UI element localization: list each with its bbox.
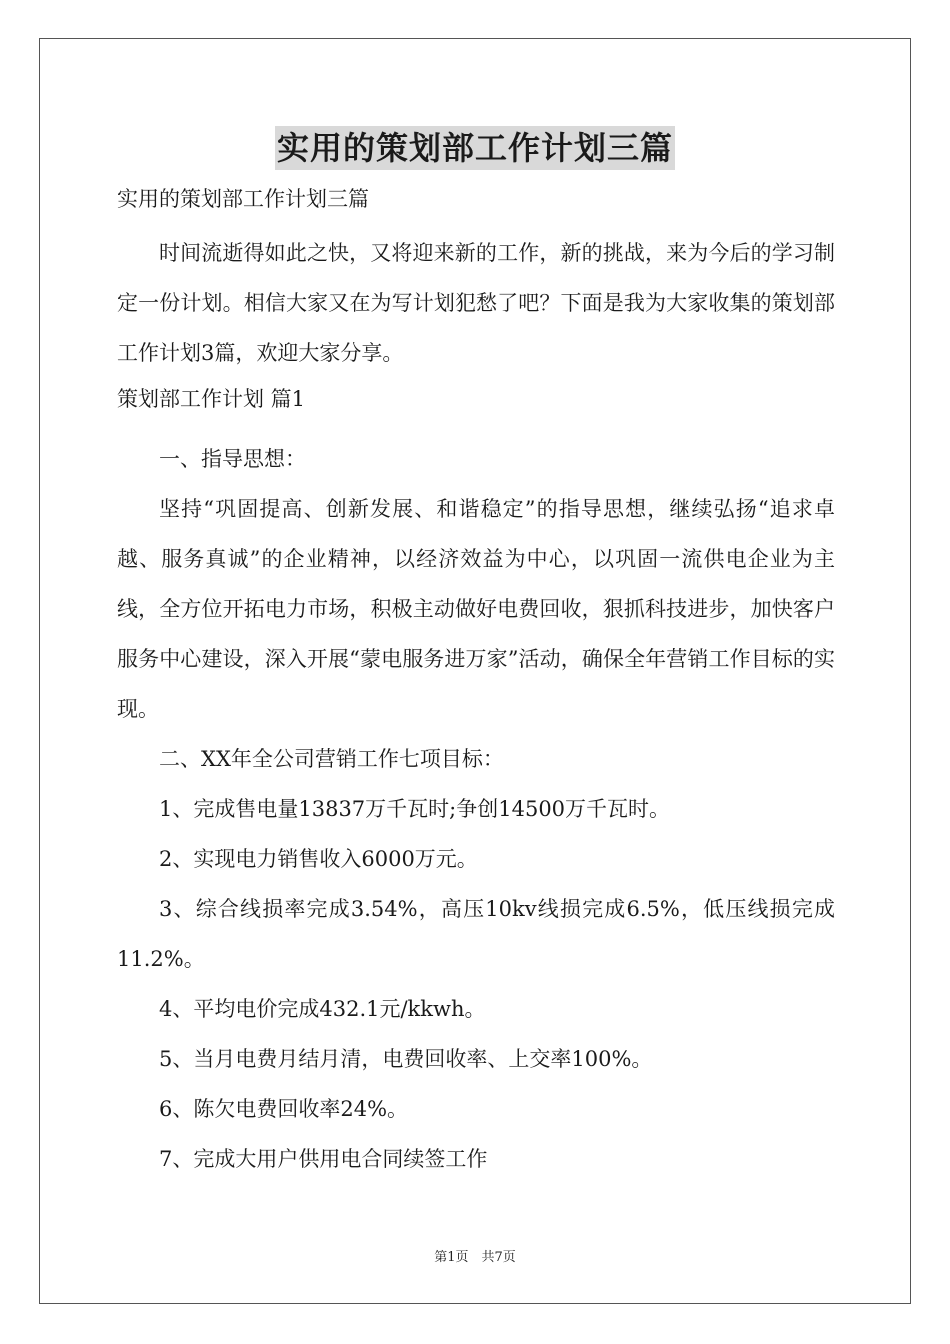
page-number: 第1页 共7页 (434, 1250, 516, 1265)
page-footer (0, 1246, 950, 1265)
paragraph-guiding-body: 坚持“巩固提高、创新发展、和谐稳定”的指导思想，继续弘扬“追求卓越、服务真诚”的企业精神，以经济效益为中心，以巩固一流供电企业为主线，全方位开拓电力市场，积极主动做好电费回收，狠抓科技进步，加快客户服务中心建设，深入开展“蒙电服务进万家”活动，确保全年营销工作目标的实现。 (117, 497, 835, 721)
goal-item-6: 6、陈欠电费回收率24%。 (159, 1097, 409, 1121)
title-container (0, 126, 950, 170)
document-title: 实用的策划部工作计划三篇 (275, 126, 675, 170)
document-subtitle: 实用的策划部工作计划三篇 (117, 187, 369, 211)
section-heading: 策划部工作计划 篇1 (117, 387, 306, 411)
paragraph-guiding-heading: 一、指导思想： (159, 447, 306, 471)
goal-item-4: 4、平均电价完成432.1元/kkwh。 (159, 997, 486, 1021)
goal-item-5: 5、当月电费月结月清，电费回收率、上交率100%。 (159, 1047, 653, 1071)
goal-item-1: 1、完成售电量13837万千瓦时;争创14500万千瓦时。 (159, 797, 671, 821)
goal-item-7: 7、完成大用户供用电合同续签工作 (159, 1147, 488, 1171)
goal-item-2: 2、实现电力销售收入6000万元。 (159, 847, 478, 871)
paragraph-goals-heading: 二、XX年全公司营销工作七项目标： (159, 747, 504, 771)
goal-item-3: 3、综合线损率完成3.54%，高压10kv线损完成6.5%，低压线损完成11.2%。 (117, 897, 835, 971)
intro-paragraph: 时间流逝得如此之快，又将迎来新的工作，新的挑战，来为今后的学习制定一份计划。相信大家又在为写计划犯愁了吧？下面是我为大家收集的策划部工作计划3篇，欢迎大家分享。 (117, 241, 835, 365)
document-body (117, 178, 835, 1184)
